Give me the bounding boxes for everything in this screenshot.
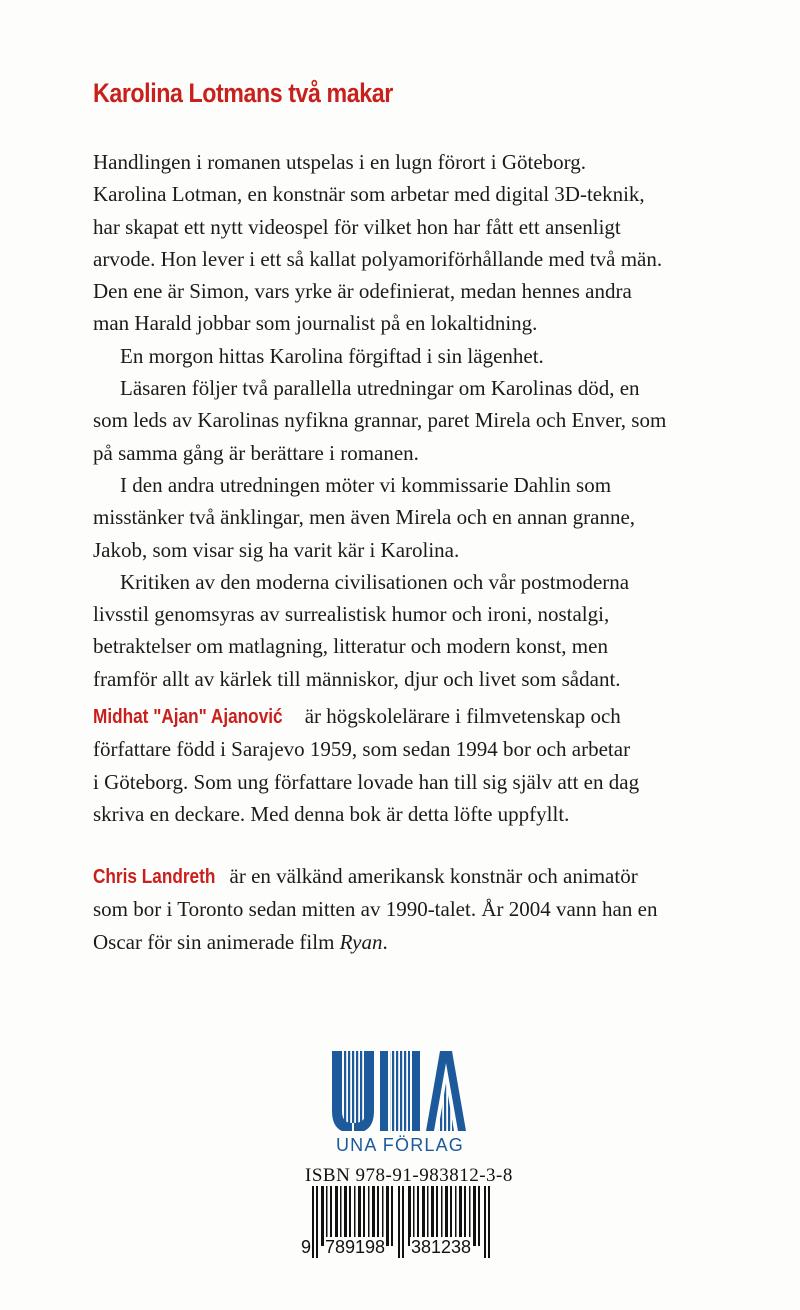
barcode-left-digits: 789198 [325,1237,386,1257]
illustrator-bio-end: . [382,929,388,954]
publisher-logo [328,1043,468,1131]
illustrator-bio-text: är en välkänd amerikansk konstnär och animatör som bor i Toronto sedan mitten av 1990-talet. År 2004 vann han en Oscar för sin animerade film [93,864,658,954]
barcode-right-digits: 381238 [411,1237,472,1257]
illustrator-name: Chris Landreth [93,866,216,888]
film-title: Ryan [339,929,383,954]
author-bio [93,700,733,830]
una-logo-icon [328,1043,468,1131]
synopsis-paragraph: Läsaren följer två parallella utredningar om Karolinas död, en som leds av Karolinas nyfikna grannar, paret Mirela och Enver, som på samma gång är berättare i romanen. [93,376,667,465]
synopsis-paragraph: En morgon hittas Karolina förgiftad i sin lägenhet. [120,343,544,368]
synopsis [93,146,733,695]
isbn: ISBN 978-91-983812-3-8 [305,1165,513,1186]
author-name: Midhat "Ajan" Ajanović [93,706,283,728]
synopsis-paragraph: Kritiken av den moderna civilisationen och vår postmoderna livsstil genomsyras av surrealistisk humor och ironi, nostalgi, betraktelser om matlagning, litteratur och modern konst, men framför allt av kärlek till människor, djur och livet som sådant. [93,569,630,691]
barcode-first-digit: 9 [301,1237,312,1257]
author-bio-text: är högskolelärare i filmvetenskap och författare född i Sarajevo 1959, som sedan 1994 bor och arbetar i Göteborg. Som ung författare lovade han till sig själv att en dag skriva en deckare. Med denna bok är detta löfte uppfyllt. [93,704,640,826]
book-title: Karolina Lotmans två makar [93,78,393,108]
synopsis-paragraph: Handlingen i romanen utspelas i en lugn förort i Göteborg. Karolina Lotman, en konstnär som arbetar med digital 3D-teknik, har skapat ett nytt videospel för vilket hon har fått ett ansenligt arvode. Hon lever i ett så kallat polyamoriförhållande med två män. Den ene är Simon, vars yrke är odefinierat, medan hennes andra man Harald jobbar som journalist på en lokaltidning. [93,150,663,336]
publisher-name: UNA FÖRLAG [335,1135,465,1155]
illustrator-bio [93,860,733,958]
synopsis-paragraph: I den andra utredningen möter vi kommissarie Dahlin som misstänker två änklingar, men även Mirela och en annan granne, Jakob, som visar sig ha varit kär i Karolina. [93,472,636,562]
